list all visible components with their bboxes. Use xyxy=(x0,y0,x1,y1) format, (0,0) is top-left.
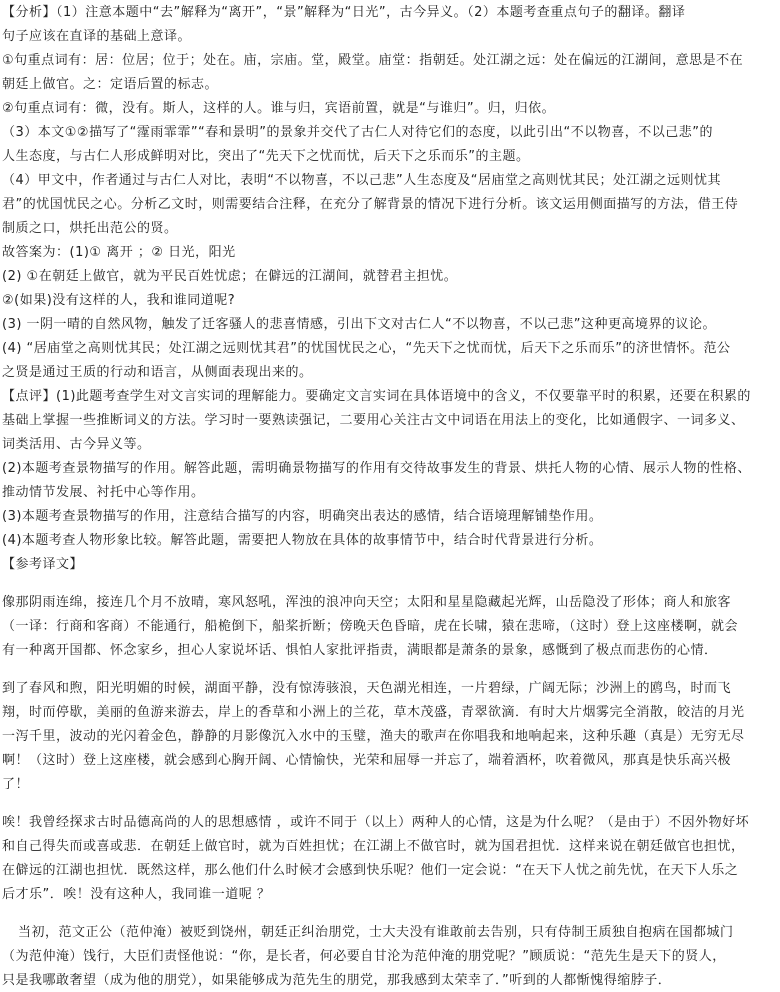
text-line: ②(如果)没有这样的人，我和谁同道呢? xyxy=(2,293,236,308)
text-line: 【点评】(1)此题考查学生对文言实词的理解能力。要确定文言实词在具体语境中的含义，不仅要靠平时的积累，还要在积累的 xyxy=(2,389,751,404)
text-line: 在僻远的江湖也担忧．既然这样，那么他们什么时候才会感到快乐呢？他们一定会说：“在天下人忧之前先忧，在天下人乐之 xyxy=(2,863,739,878)
text-line: （4）甲文中，作者通过与古仁人对比，表明“不以物喜，不以己悲”人生态度及“居庙堂之高则忧其民；处江湖之远则忧其 xyxy=(2,173,721,188)
text-line: (4)本题考查人物形象比较。解答此题，需要把人物放在具体的故事情节中，结合时代背景进行分析。 xyxy=(2,533,603,548)
text-line: 制质之口，烘托出范公的贤。 xyxy=(2,221,178,236)
text-line: 句子应该在直译的基础上意译。 xyxy=(2,29,192,44)
text-line: 当初，范文正公（范仲淹）被贬到饶州，朝廷正纠治朋党，士大夫没有谁敢前去告别，只有侍制王质独自抱病在国都城门 xyxy=(18,925,734,940)
text-line: (2) ①在朝廷上做官，就为平民百姓忧虑；在僻远的江湖间，就替君主担忧。 xyxy=(2,269,458,284)
text-line: ②句重点词有：微，没有。斯人，这样的人。谁与归，宾语前置，就是“与谁归”。归，归依。 xyxy=(2,101,556,116)
text-line: 君”的忧国忧民之心。分析乙文时，则需要结合注释，在充分了解背景的情况下进行分析。该文运用侧面描写的方法，借王侍 xyxy=(2,197,739,212)
text-line: (2)本题考查景物描写的作用。解答此题，需明确景物描写的作用有交待故事发生的背景、烘托人物的心情、展示人物的性格、 xyxy=(2,461,751,476)
text-line: 有一种离开国都、怀念家乡，担心人家说坏话、惧怕人家批评指责，满眼都是萧条的景象，感慨到了极点而悲伤的心情． xyxy=(2,643,718,658)
text-line: 词类活用、古今异义等。 xyxy=(2,437,151,452)
text-line: 推动情节发展、衬托中心等作用。 xyxy=(2,485,205,500)
text-line: 了！ xyxy=(2,777,30,792)
text-line: ①句重点词有：居：位居；位于；处在。庙，宗庙。堂，殿堂。庙堂：指朝廷。处江湖之远：处在偏远的江湖间，意思是不在 xyxy=(2,53,744,68)
text-line: 【参考译文】 xyxy=(2,557,84,572)
text-line: 到了春风和煦，阳光明媚的时候，湖面平静，没有惊涛骇浪，天色湖光相连，一片碧绿，广阔无际；沙洲上的鸥鸟，时而飞 xyxy=(2,681,732,696)
text-line: 基础上掌握一些推断词义的方法。学习时一要熟读强记，二要用心关注古文中词语在用法上的变化，比如通假字、一词多义、 xyxy=(2,413,745,428)
text-line: (3) 一阴一晴的自然风物，触发了迁客骚人的悲喜情感，引出下文对古仁人“不以物喜，不以己悲”这种更高境界的议论。 xyxy=(2,317,717,332)
text-line: 唉！我曾经探求古时品德高尚的人的思想感情 ，或许不同于（以上）两种人的心情，这是为什么呢？（是由于）不因外物好坏 xyxy=(2,815,750,830)
text-line: 像那阴雨连绵，接连几个月不放晴，寒风怒吼，浑浊的浪冲向天空；太阳和星星隐藏起光辉，山岳隐没了形体；商人和旅客 xyxy=(2,595,732,610)
text-line: 一泻千里，波动的光闪着金色，静静的月影像沉入水中的玉璧，渔夫的歌声在你唱我和地响起来，这种乐趣（真是）无穷无尽 xyxy=(2,729,745,744)
text-line: 啊！（这时）登上这座楼，就会感到心胸开阔、心情愉快，光荣和屈辱一并忘了，端着酒杯，吹着微风，那真是快乐高兴极 xyxy=(2,753,732,768)
text-line: （为范仲淹）饯行，大臣们责怪他说：“你，是长者，何必要自甘沦为范仲淹的朋党呢？”顾质说：“范先生是天下的贤人， xyxy=(2,949,726,964)
text-line: 故答案为：(1)① 离开 ；② 日光，阳光 xyxy=(2,245,236,260)
text-line: 之贤是通过王质的行动和语言，从侧面表现出来的。 xyxy=(2,365,313,380)
text-line: 【分析】（1）注意本题中“去”解释为“离开”，“景”解释为“日光”，古今异义。（2）本题考查重点句子的翻译。翻译 xyxy=(2,5,686,20)
text-line: 朝廷上做官。之：定语后置的标志。 xyxy=(2,77,219,92)
text-line: 只是我哪敢奢望（成为他的朋党），如果能够成为范先生的朋党，那我感到太荣幸了．”听到的人都惭愧得缩脖子． xyxy=(2,973,672,988)
text-line: （3）本文①②描写了“霪雨霏霏”“春和景明”的景象并交代了古仁人对待它们的态度，以此引出“不以物喜，不以己悲”的 xyxy=(2,125,713,140)
text-line: (3)本题考查景物描写的作用，注意结合描写的内容，明确突出表达的感情，结合语境理解铺垫作用。 xyxy=(2,509,603,524)
text-line: （一译：行商和客商）不能通行，船桅倒下，船桨折断；傍晚天色昏暗，虎在长啸，猿在悲啼，（这时）登上这座楼啊，就会 xyxy=(2,619,739,634)
text-line: 和自己得失而或喜或悲．在朝廷上做官时，就为百姓担忧；在江湖上不做官时，就为国君担忧．这样来说在朝廷做官也担忧， xyxy=(2,839,745,854)
text-line: 后才乐”．唉！没有这种人，我同谁一道呢 ？ xyxy=(2,887,271,902)
text-line: 人生态度，与古仁人形成鲜明对比，突出了“先天下之忧而忧，后天下之乐而乐”的主题。 xyxy=(2,149,530,164)
text-line: (4) “居庙堂之高则忧其民；处江湖之远则忧其君”的忧国忧民之心，“先天下之忧而忧，后天下之乐而乐”的济世情怀。范公 xyxy=(2,341,731,356)
text-line: 翔，时而停歇，美丽的鱼游来游去，岸上的香草和小洲上的兰花，草木茂盛，青翠欲滴．有时大片烟雾完全消散，皎洁的月光 xyxy=(2,705,745,720)
